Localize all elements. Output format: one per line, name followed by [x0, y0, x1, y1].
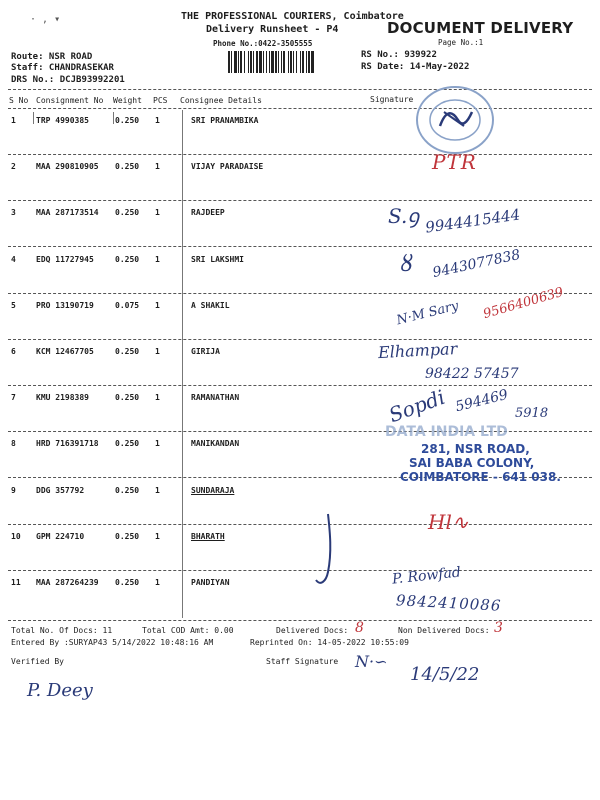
row-consignment: TRP 4990385 [36, 116, 89, 125]
row3-phone: 9944415444 [424, 205, 522, 237]
col-signature: Signature [370, 95, 414, 104]
row-weight: 0.250 [115, 162, 140, 171]
row-consignment: EDQ 11727945 [36, 255, 94, 264]
row-consignment: HRD 716391718 [36, 439, 99, 448]
non-delivered-docs-label: Non Delivered Docs: [398, 626, 490, 635]
document-type: DOCUMENT DELIVERY [387, 19, 574, 37]
row-sno: 11 [11, 578, 21, 587]
staff-signature-mark: N·∽ [355, 652, 388, 671]
row-weight: 0.250 [115, 347, 140, 356]
row-sno: 6 [11, 347, 16, 356]
row7-phone-a: 594469 [453, 386, 510, 416]
row-weight: 0.250 [115, 486, 140, 495]
row-consignment: MAA 290810905 [36, 162, 99, 171]
row-separator [8, 246, 592, 247]
row-sno: 5 [11, 301, 16, 310]
verified-signature: P. Deey [27, 680, 93, 701]
page-number: Page No.:1 [438, 38, 484, 47]
row-consignment: KMU 2198389 [36, 393, 89, 402]
row7-phone-b: 5918 [515, 406, 549, 421]
row-pcs: 1 [155, 578, 160, 587]
row6-signature: Elhampar [377, 338, 458, 363]
stamp-line2: 281, NSR ROAD, [421, 442, 530, 456]
row5-phone: 9566400639 [481, 284, 566, 323]
row-consignment: DDG 357792 [36, 486, 85, 495]
row-pcs: 1 [155, 393, 160, 402]
entered-by: Entered By :SURYAP43 5/14/2022 10:48:16 AM [11, 638, 214, 647]
row-consignment: GPM 224710 [36, 532, 85, 541]
row-weight: 0.075 [115, 301, 140, 310]
row-consignee: RAMANATHAN [191, 393, 240, 402]
row4-signature-mark: ȣ [401, 252, 414, 277]
drs-number: DRS No.: DCJB93992201 [11, 75, 125, 85]
row-separator [8, 570, 592, 571]
col-consignee: Consignee Details [180, 96, 262, 105]
row-sno: 8 [11, 439, 16, 448]
delivered-count: 8 [355, 620, 364, 636]
row-weight: 0.250 [115, 208, 140, 217]
row-sno: 7 [11, 393, 16, 402]
row-weight: 0.250 [115, 393, 140, 402]
row9-signature: Hl∿ [428, 510, 469, 534]
row-consignee: MANIKANDAN [191, 439, 240, 448]
row-separator [8, 200, 592, 201]
total-cod: Total COD Amt: 0.00 [142, 626, 234, 635]
row-weight: 0.250 [115, 578, 140, 587]
company-name: THE PROFESSIONAL COURIERS, Coimbatore [181, 11, 404, 22]
row-consignee: GIRIJA [191, 347, 220, 356]
runsheet-title: Delivery Runsheet - P4 [206, 24, 339, 35]
col-consignment: Consignment No [36, 96, 104, 105]
row-consignee: VIJAY PARADAISE [191, 162, 264, 171]
row-consignee: SRI LAKSHMI [191, 255, 244, 264]
barcode [228, 51, 353, 73]
row1-signature: PTR [432, 150, 477, 174]
row-pcs: 1 [155, 255, 160, 264]
delivered-docs-label: Delivered Docs: [276, 626, 349, 635]
row10-pen-stroke [310, 512, 340, 592]
scan-mark: · , ▾ [30, 14, 61, 25]
rs-number: RS No.: 939922 [361, 50, 437, 60]
row-pcs: 1 [155, 486, 160, 495]
row-consignee: PANDIYAN [191, 578, 230, 587]
header-top-rule [8, 89, 592, 90]
row-consignee: RAJDEEP [191, 208, 225, 217]
rs-date: RS Date: 14-May-2022 [361, 62, 470, 72]
row-weight: 0.250 [115, 255, 140, 264]
phone-number: Phone No.:0422-3505555 [213, 39, 313, 48]
staff-name: Staff: CHANDRASEKAR [11, 63, 114, 73]
row-pcs: 1 [155, 301, 160, 310]
col-pcs: PCS [153, 96, 168, 105]
row4-phone: 9443077838 [431, 246, 522, 282]
row-consignee: SUNDARAJA [191, 486, 235, 495]
row-separator [8, 154, 592, 155]
footer-rule [8, 620, 592, 621]
staff-signature-date: 14/5/22 [410, 664, 480, 685]
row-sno: 10 [11, 532, 21, 541]
row-pcs: 1 [155, 208, 160, 217]
row-sno: 1 [11, 116, 16, 125]
row-consignee: BHARATH [191, 532, 225, 541]
row5-signature: N·M Sary [395, 298, 461, 329]
col-weight: Weight [113, 96, 142, 105]
row-consignment: MAA 287173514 [36, 208, 99, 217]
row7-signature: Sopdi [385, 384, 449, 428]
row-consignment: KCM 12467705 [36, 347, 94, 356]
row-pcs: 1 [155, 116, 160, 125]
row-separator [8, 385, 592, 386]
verified-by-label: Verified By [11, 657, 64, 666]
total-docs: Total No. Of Docs: 11 [11, 626, 113, 635]
row6-phone: 98422 57457 [425, 366, 519, 382]
header-bottom-rule [8, 108, 592, 109]
row-sno: 9 [11, 486, 16, 495]
row1-weight-bracket [113, 112, 114, 124]
row-sno: 3 [11, 208, 16, 217]
row1-left-bracket [33, 112, 34, 124]
row-consignee: A SHAKIL [191, 301, 230, 310]
row-pcs: 1 [155, 347, 160, 356]
row-pcs: 1 [155, 532, 160, 541]
row-consignment: MAA 287264239 [36, 578, 99, 587]
consignee-column-divider [182, 110, 183, 618]
row-weight: 0.250 [115, 532, 140, 541]
row11-signature: P. Rowfad [391, 564, 462, 588]
reprinted-on: Reprinted On: 14-05-2022 10:55:09 [250, 638, 409, 647]
staff-signature-label: Staff Signature [266, 657, 339, 666]
non-delivered-count: 3 [494, 620, 503, 636]
col-sno: S No [9, 96, 29, 105]
row-weight: 0.250 [115, 439, 140, 448]
row-separator [8, 293, 592, 294]
row-pcs: 1 [155, 162, 160, 171]
row-sno: 4 [11, 255, 16, 264]
row-consignee: SRI PRANAMBIKA [191, 116, 259, 125]
row-separator [8, 339, 592, 340]
round-company-stamp [414, 82, 496, 156]
row-separator [8, 524, 592, 525]
route: Route: NSR ROAD [11, 52, 93, 62]
row-sno: 2 [11, 162, 16, 171]
row-pcs: 1 [155, 439, 160, 448]
stamp-line4: COIMBATORE - 641 038. [400, 470, 561, 484]
row-weight: 0.250 [115, 116, 140, 125]
row11-phone: 9842410086 [395, 591, 502, 615]
stamp-line3: SAI BABA COLONY, [409, 456, 535, 470]
stamp-line1: DATA INDIA LTD [385, 424, 508, 440]
row3-signature-mark: S.ꝯ [388, 204, 420, 228]
row-consignment: PRO 13190719 [36, 301, 94, 310]
